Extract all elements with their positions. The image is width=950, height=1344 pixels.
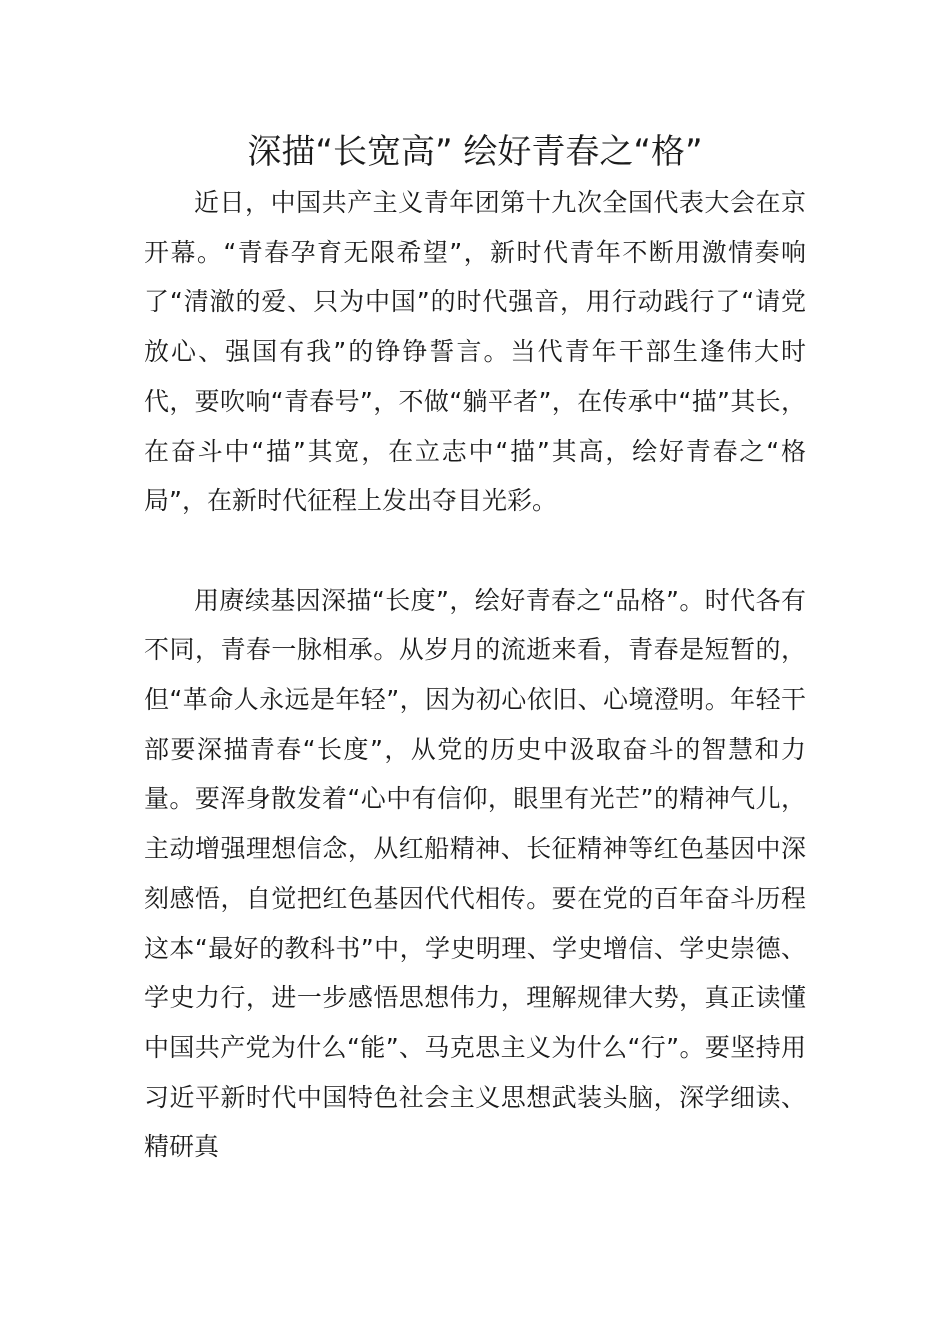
paragraph-intro: 近日，中国共产主义青年团第十九次全国代表大会在京开幕。“青春孕育无限希望”，新时代青年不断用激情奏响了“清澈的爱、只为中国”的时代强音，用行动践行了“请党放心、强国有我”的铮铮誓言。当代青年干部生逢伟大时代，要吹响“青春号”，不做“躺平者”，在传承中“描”其长，在奋斗中“描”其宽，在立志中“描”其高，绘好青春之“格局”，在新时代征程上发出夺目光彩。 bbox=[144, 188, 806, 516]
paragraph-length-section: 用赓续基因深描“长度”，绘好青春之“品格”。时代各有不同，青春一脉相承。从岁月的流逝来看，青春是短暂的，但“革命人永远是年轻”，因为初心依旧、心境澄明。年轻干部要深描青春“长度”，从党的历史中汲取奋斗的智慧和力量。要浑身散发着“心中有信仰，眼里有光芒”的精神气儿，主动增强理想信念，从红船精神、长征精神等红色基因中深刻感悟，自觉把红色基因代代相传。要在党的百年奋斗历程这本“最好的教科书”中，学史明理、学史增信、学史崇德、学史力行，进一步感悟思想伟力，理解规律大势，真正读懂中国共产党为什么“能”、马克思主义为什么“行”。要坚持用习近平新时代中国特色社会主义思想武装头脑，深学细读、精研真 bbox=[144, 585, 806, 1162]
document-body bbox=[144, 178, 806, 1172]
document-title: 深描“长宽高” 绘好青春之“格” bbox=[247, 132, 703, 172]
